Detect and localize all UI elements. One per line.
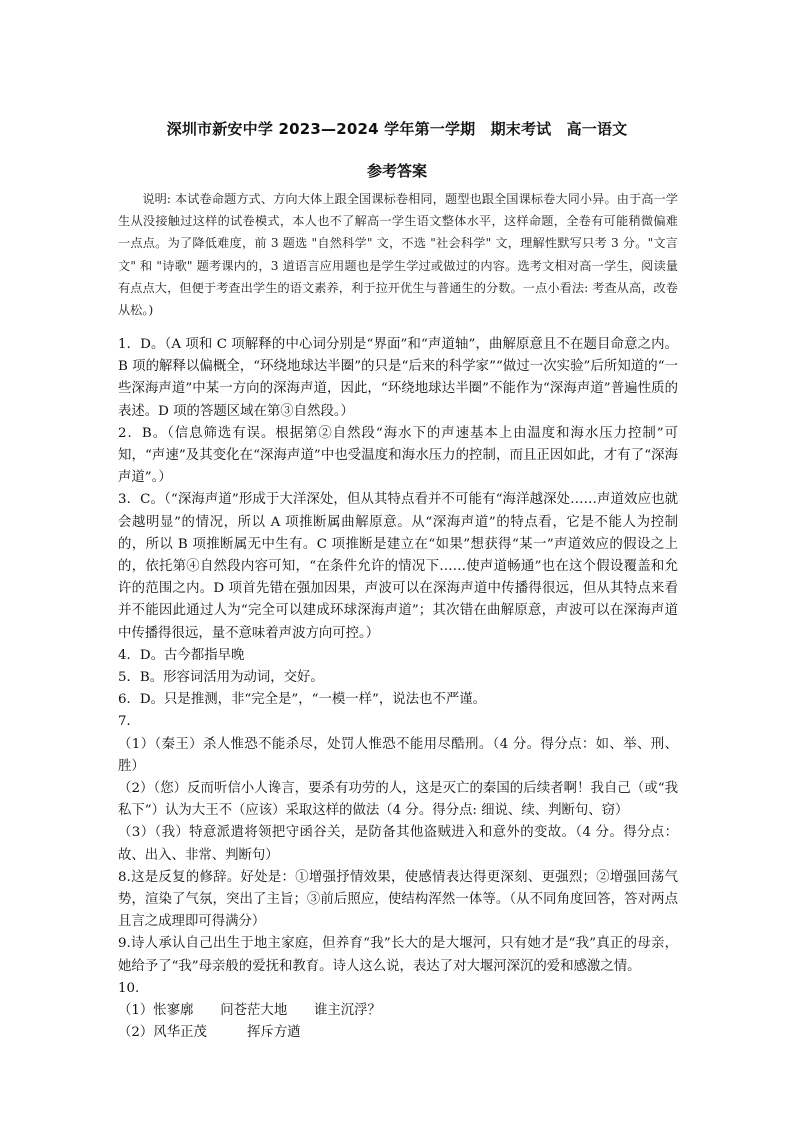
answer-10-2: （2）风华正茂 挥斥方遒 bbox=[118, 1025, 301, 1041]
page-title: 深圳市新安中学 2023—2024 学年第一学期 期末考试 高一语文 bbox=[166, 120, 628, 138]
answer-9: 9.诗人承认自己出生于地主家庭，但养育“我”长大的是大堰河，只有她才是“我”真正的母亲，她给予了“我”母亲般的爱抚和教育。诗人这么说，表达了对大堰河深沉的爱和感激之情。 bbox=[118, 936, 678, 974]
answer-2: 2．B。（信息筛选有误。根据第②自然段“海水下的声速基本上由温度和海水压力控制”可知，“声速”及其变化在“深海声道”中也受温度和海水压力的控制，而且正因如此，才有了“深海声道”。） bbox=[118, 425, 678, 486]
page-subtitle: 参考答案 bbox=[366, 162, 427, 180]
answer-7-heading: 7． bbox=[118, 714, 140, 730]
answer-1: 1．D。（A 项和 C 项解释的中心词分别是“界面”和“声道轴”，曲解原意且不在题目命意之内。B 项的解释以偏概全，“环绕地球达半圈”的只是“后来的科学家”“做过一次实验”后所知道的“一些深海声道”中某一方向的深海声道，因此，“环绕地球达半圈”不能作为“深海声道”普遍性质的表述。D 项的答题区域在第③自然段。） bbox=[118, 337, 678, 419]
answer-3: 3．C。（“深海声道”形成于大洋深处，但从其特点看并不可能有“海洋越深处……声道效应也就会越明显”的情况，所以 A 项推断属曲解原意。从“深海声道”的特点看，它是不能人为控制的，所以 B 项推断属无中生有。C 项推断是建立在“如果”想获得“某一”声道效应的假设之上的，依托第④自然段内容可知，“在条件允许的情况下……使声道畅通”也在这个假设覆盖和允许的范围之内。D 项首先错在强加因果，声波可以在深海声道中传播得很远，但从其特点来看并不能因此通过人为“完全可以建成环球深海声道”；其次错在曲解原意，声波可以在深海声道中传播得很远，量不意味着声波方向可控。） bbox=[118, 492, 678, 641]
answer-10-heading: 10. bbox=[118, 980, 140, 996]
answer-4: 4．D。古今都指早晚 bbox=[118, 647, 245, 663]
answer-7-3: （3）（我）特意派遣将领把守函谷关，是防备其他盗贼进入和意外的变故。（4 分。得分点：故、出入、非常、判断句） bbox=[118, 825, 678, 863]
answer-6: 6．D。只是推测，非“完全是”，“一模一样”，说法也不严谨。 bbox=[118, 692, 487, 708]
answer-list bbox=[118, 334, 678, 1045]
author-note: 说明: 本试卷命题方式、方向大体上跟全国课标卷相同，题型也跟全国课标卷大同小异。由于高一学生从没接触过这样的试卷模式，本人也不了解高一学生语文整体水平，这样命题，全卷有可能稍微偏难一点点。为了降低难度，前 3 题选 "自然科学" 文，不选 "社会科学" 文，理解性默写只考 3 分。"文言文" 和 "诗歌" 题考课内的，3 道语言应用题也是学生学过或做过的内容。选考文相对高一学生，阅读量有点点大，但便于考查出学生的语文素养，利于拉开优生与普通生的分数。一点小看法: 考查从高，改卷从松。) bbox=[118, 192, 678, 318]
answer-10-1: （1）怅寥廓 问苍茫大地 谁主沉浮？ bbox=[118, 1003, 381, 1019]
answer-7-1: （1）（秦王）杀人惟恐不能杀尽，处罚人惟恐不能用尽酷刑。（4 分。得分点：如、举、刑、胜） bbox=[118, 736, 678, 774]
answer-5: 5．B。形容词活用为动词，交好。 bbox=[118, 670, 324, 686]
answer-7-2: （2）（您）反而听信小人谗言，要杀有功劳的人，这是灭亡的秦国的后续者啊！我自己（或“我私下”）认为大王不（应该）采取这样的做法（4 分。得分点: 细说、续、判断句、窃） bbox=[118, 781, 678, 819]
answer-8: 8.这是反复的修辞。好处是：①增强抒情效果，使感情表达得更深刻、更强烈；②增强回荡气势，渲染了气氛，突出了主旨；③前后照应，使结构浑然一体等。（从不同角度回答，答对两点且言之成理即可得满分） bbox=[118, 869, 678, 930]
